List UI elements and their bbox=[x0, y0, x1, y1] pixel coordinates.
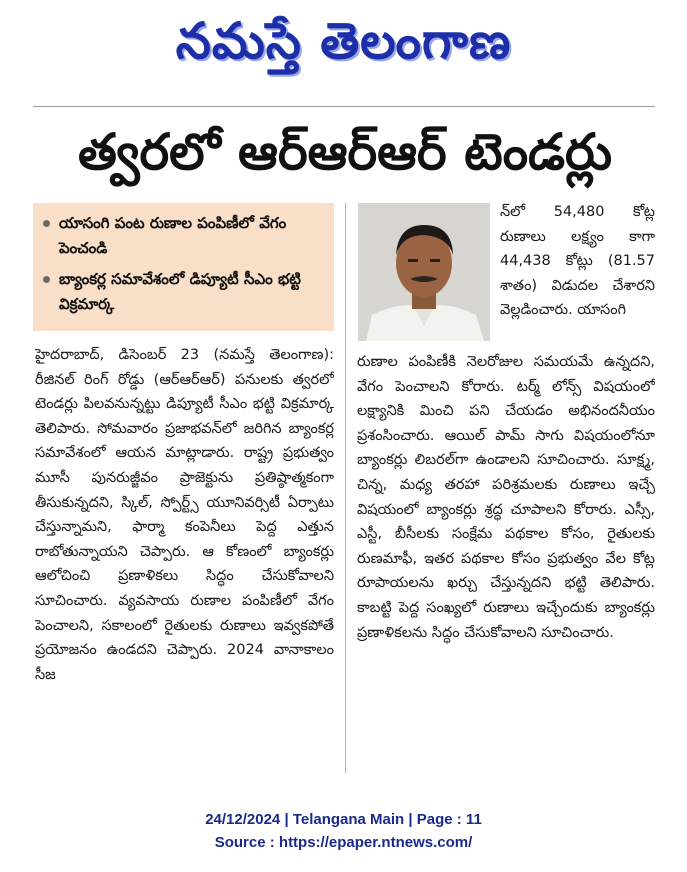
highlights-box bbox=[33, 203, 334, 331]
highlight-text: బ్యాంకర్ల సమావేశంలో డిప్యూటీ సీఎం భట్టి విక్రమార్క bbox=[59, 270, 301, 313]
highlight-item bbox=[41, 211, 328, 261]
edition-info: 24/12/2024 | Telangana Main | Page : 11 bbox=[205, 811, 482, 828]
column-divider bbox=[345, 203, 346, 773]
portrait-photo bbox=[358, 203, 490, 341]
bullet-icon bbox=[43, 276, 50, 283]
masthead-title: నమస్తే తెలంగాణ bbox=[175, 11, 512, 70]
highlight-text: యాసంగి పంట రుణాల పంపిణీలో వేగం పెంచండి bbox=[59, 214, 287, 257]
article-headline: త్వరలో ఆర్‌ఆర్‌ఆర్ టెండర్లు bbox=[77, 123, 612, 181]
highlights-list bbox=[33, 203, 334, 317]
highlight-item bbox=[41, 267, 328, 317]
article-column-right-bottom: రుణాల పంపిణీకి నెలరోజుల సమయమే ఉన్నదని, వేగం పెంచాలని కోరారు. టర్మ్ లోన్స్ విషయంలో లక్ష్యానికి మించి పని చేయడం అభినందనీయం ప్రశంసించారు. ఆయిల్ పామ్ సాగు విషయంలోనూ బ్యాంకర్లు లిబరల్‌గా ఉండాలని సూచించారు. సూక్ష్మ, చిన్న, మధ్య తరహా పరిశ్రమలకు రుణాలు ఇచ్చే విషయంలో బ్యాంకర్లు శ్రద్ధ చూపాలని కోరారు. ఎస్సీ, ఎస్టీ, బీసీలకు సంక్షేమ పథకాల కోసం, రైతులకు రుణమాఫీ, ఇతర పథకాల కోసం ప్రభుత్వం వేల కోట్ల రూపాయలను ఖర్చు చేస్తున్నదని భట్టి తెలిపారు. కాబట్టి పెద్ద సంఖ్యలో రుణాలు ఇచ్చేందుకు బ్యాంకర్లు ప్రణాళికలను సిద్ధం చేసుకోవాలని సూచించారు. bbox=[357, 354, 655, 641]
masthead bbox=[0, 4, 687, 90]
article-column-right-top: న్‌లో 54,480 కోట్ల రుణాలు లక్ష్యం కాగా 44,438 కోట్లు (81.57 శాతం) విడుదల చేశారని వెల్లడించారు. యాసంగి bbox=[500, 204, 655, 319]
masthead-divider bbox=[33, 106, 655, 107]
portrait-illustration bbox=[358, 203, 490, 341]
bullet-icon bbox=[43, 220, 50, 227]
source-info: Source : https://epaper.ntnews.com/ bbox=[214, 834, 473, 851]
article-column-left: హైదరాబాద్, డిసెంబర్ 23 (నమస్తే తెలంగాణ): రీజినల్ రింగ్ రోడ్డు (ఆర్‌ఆర్‌ఆర్) పనులకు త్వరలో టెండర్లు పిలవనున్నట్టు డిప్యూటీ సీఎం భట్టి విక్రమార్క తెలిపారు. సోమవారం ప్రజాభవన్‌లో జరిగిన బ్యాంకర్ల సమావేశంలో ఆయన మాట్లాడారు. రాష్ట్ర ప్రభుత్వం మూసీ పునరుజ్జీవం ప్రాజెక్టును ప్రతిష్ఠాత్మకంగా తీసుకున్నదని, స్కిల్, స్పోర్ట్స్ యూనివర్సిటీ ఏర్పాటు చేస్తున్నామని, ఫార్మా కంపెనీలు పెద్ద ఎత్తున రాబోతున్నాయని చెప్పారు. ఆ కోణంలో బ్యాంకర్లు ఆలోచించి ప్రణాళికలు సిద్ధం చేసుకోవాలని సూచించారు. వ్యవసాయ రుణాల పంపిణీలో వేగం పెంచాలని, సకాలంలో రైతులకు రుణాలు ఇవ్వకపోతే ప్రయోజనం ఉండదని చెప్పారు. 2024 వానాకాలం సీజ bbox=[35, 347, 334, 683]
